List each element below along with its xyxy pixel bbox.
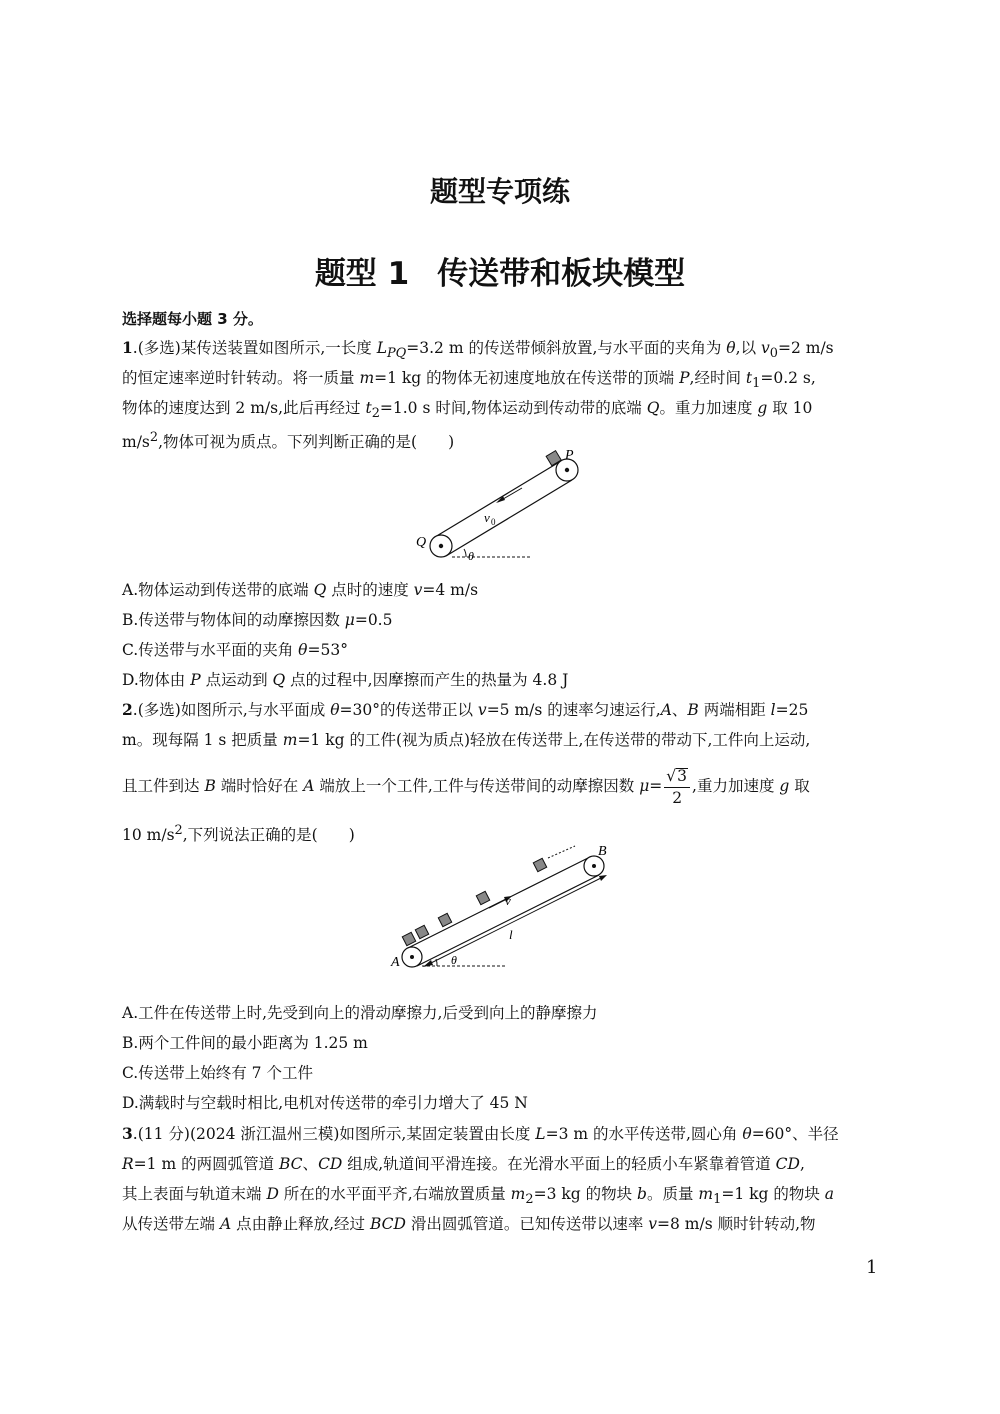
q1-label-v: v <box>484 510 490 525</box>
subscript: 1 <box>752 376 761 392</box>
text: 的恒定速率逆时针转动。将一质量 <box>122 369 360 387</box>
var: θ <box>330 701 340 719</box>
text: =5 m/s 的速率匀速运行, <box>486 701 661 719</box>
q1-label-theta: θ <box>468 549 474 563</box>
text: 所在的水平面平齐,右端放置质量 <box>278 1185 511 1203</box>
var: v <box>413 581 423 599</box>
section-number: 题型 1 <box>314 256 410 292</box>
q2-option-c: C.传送带上始终有 7 个工件 <box>122 1064 313 1082</box>
text: 、 <box>671 701 688 719</box>
text: =1.0 s 时间,物体运动到传动带的底端 <box>379 399 647 417</box>
var: Q <box>646 399 660 417</box>
var: P <box>190 671 201 689</box>
text: m/s <box>122 433 150 452</box>
subscript: 2 <box>525 1192 534 1208</box>
text: =0.5 <box>354 611 393 629</box>
var: l <box>770 701 776 719</box>
text: =8 m/s 顺时针转动,物 <box>657 1215 816 1233</box>
subscript: PQ <box>386 346 407 362</box>
text: 。质量 <box>646 1185 699 1203</box>
text: ,下列说法正确的是( ) <box>182 826 355 845</box>
q2-conveyor-figure <box>385 836 625 976</box>
text: ,经时间 <box>689 369 746 387</box>
text: =4 m/s <box>422 581 479 599</box>
text: =3 m 的水平传送带,圆心角 <box>545 1125 743 1143</box>
q2-label-l: l <box>509 927 513 942</box>
text: 滑出圆弧管道。已知传送带以速率 <box>405 1215 649 1233</box>
var: BCD <box>369 1215 406 1233</box>
var: D <box>266 1185 279 1203</box>
var: L <box>535 1125 546 1143</box>
text: 其上表面与轨道末端 <box>122 1185 267 1203</box>
text: 10 m/s <box>122 826 175 845</box>
text: =1 kg 的工件(视为质点)轻放在传送带上,在传送带的带动下,工件向上运动, <box>297 731 811 749</box>
text: 组成,轨道间平滑连接。在光滑水平面上的轻质小车紧靠着管道 <box>342 1155 776 1173</box>
q1-number: 1 <box>122 338 133 357</box>
subscript: 1 <box>713 1192 722 1208</box>
text: 点由静止释放,经过 <box>231 1215 370 1233</box>
subscript: 2 <box>371 406 380 422</box>
q3-number: 3 <box>122 1124 133 1143</box>
text: ,以 <box>735 339 761 357</box>
var: μ <box>344 611 355 629</box>
text: 端放上一个工件,工件与传送带间的动摩擦因数 <box>314 777 640 795</box>
var: a <box>824 1185 835 1203</box>
var: θ <box>742 1125 752 1143</box>
text: =1 kg 的物体无初速度地放在传送带的顶端 <box>374 369 680 387</box>
var: m <box>359 369 375 387</box>
var: θ <box>726 339 736 357</box>
superscript: 2 <box>149 430 159 445</box>
var: Q <box>272 671 286 689</box>
var: B <box>687 701 699 719</box>
q1-label-Q: Q <box>416 535 427 550</box>
var: t <box>365 399 372 417</box>
text: =3 kg 的物块 <box>533 1185 638 1203</box>
q3-line-4 <box>122 1214 816 1234</box>
q2-line-2 <box>122 730 810 750</box>
q2-option-d: D.满载时与空载时相比,电机对传送带的牵引力增大了 45 N <box>122 1094 528 1112</box>
q1-line-4 <box>122 428 454 452</box>
q1-option-d <box>122 670 568 690</box>
var: A <box>219 1215 232 1233</box>
q1-line-2 <box>122 368 816 394</box>
q2-line-4 <box>122 821 355 845</box>
var: B <box>204 777 216 795</box>
text: =0.2 s, <box>760 369 816 387</box>
text: , <box>799 1155 805 1173</box>
var: CD <box>318 1155 343 1173</box>
q1-option-c <box>122 640 348 660</box>
text: .(11 分)(2024 浙江温州三模)如图所示,某固定装置由长度 <box>132 1125 536 1143</box>
subscript: 0 <box>769 346 778 362</box>
section-title <box>0 248 1000 293</box>
var: v <box>761 339 770 357</box>
scoring-note: 选择题每小题 3 分。 <box>122 310 263 328</box>
q1-conveyor-figure <box>410 440 590 570</box>
q3-line-3 <box>122 1184 834 1210</box>
text: 取 10 <box>767 399 813 417</box>
var: g <box>757 399 768 417</box>
text: 点时的速度 <box>326 581 414 599</box>
q2-label-theta: θ <box>451 953 457 967</box>
text: =25 <box>775 701 809 719</box>
text: B.传送带与物体间的动摩擦因数 <box>122 611 345 629</box>
q2-label-v: v <box>505 893 511 908</box>
q1-line-1 <box>122 338 834 364</box>
text: =60°、半径 <box>751 1125 839 1143</box>
q2-option-b: B.两个工件间的最小距离为 1.25 m <box>122 1034 368 1052</box>
text: 点的过程中,因摩擦而产生的热量为 4.8 J <box>285 671 569 689</box>
fraction-numerator: 3 <box>677 767 688 785</box>
mu-fraction <box>664 768 690 806</box>
text: =3.2 m 的传送带倾斜放置,与水平面的夹角为 <box>406 339 727 357</box>
text: = <box>649 777 663 795</box>
var: v <box>648 1215 658 1233</box>
q3-line-2 <box>122 1154 805 1174</box>
var: Q <box>313 581 327 599</box>
page-number: 1 <box>866 1257 878 1278</box>
q2-label-A: A <box>391 955 400 970</box>
text: 取 <box>789 777 810 795</box>
q1-option-b <box>122 610 392 630</box>
var: A <box>303 777 315 795</box>
q3-line-1 <box>122 1124 839 1144</box>
q2-option-a: A.工件在传送带上时,先受到向上的滑动摩擦力,后受到向上的静摩擦力 <box>122 1004 598 1022</box>
text: =30°的传送带正以 <box>339 701 478 719</box>
page-title: 题型专项练 <box>429 175 570 208</box>
text: .(多选)如图所示,与水平面成 <box>132 701 331 719</box>
q1-label-v-sub: 0 <box>491 517 496 527</box>
q1-label-P: P <box>565 448 574 463</box>
text: C.传送带与水平面的夹角 <box>122 641 299 659</box>
superscript: 2 <box>174 823 183 838</box>
var: θ <box>298 641 308 659</box>
text: ,物体可视为质点。下列判断正确的是( ) <box>158 433 455 452</box>
var: v <box>477 701 487 719</box>
var: CD <box>775 1155 800 1173</box>
text: =2 m/s <box>777 339 834 357</box>
var: P <box>679 369 690 387</box>
text: ,重力加速度 <box>692 777 780 795</box>
text: m。现每隔 1 s 把质量 <box>122 731 283 749</box>
text: 。重力加速度 <box>659 399 758 417</box>
var: m <box>510 1185 526 1203</box>
text: 两端相距 <box>698 701 771 719</box>
var: b <box>637 1185 647 1203</box>
text: A.物体运动到传送带的底端 <box>122 581 314 599</box>
var: μ <box>639 777 650 795</box>
text: 且工件到达 <box>122 777 205 795</box>
var: L <box>376 339 387 357</box>
text: 端时恰好在 <box>215 777 304 795</box>
var: A <box>660 701 672 719</box>
var: R <box>122 1155 134 1173</box>
text: .(多选)某传送装置如图所示,一长度 <box>132 339 377 357</box>
section-name: 传送带和板块模型 <box>437 256 686 292</box>
q2-line-3 <box>122 764 810 808</box>
text: 、 <box>302 1155 319 1173</box>
q1-option-a <box>122 580 478 600</box>
text: =1 kg 的物块 <box>721 1185 825 1203</box>
text: =1 m 的两圆弧管道 <box>133 1155 279 1173</box>
var: t <box>745 369 753 387</box>
q1-line-3 <box>122 398 812 424</box>
var: BC <box>279 1155 303 1173</box>
var: m <box>698 1185 714 1203</box>
text: 物体的速度达到 2 m/s,此后再经过 <box>122 399 366 417</box>
fraction-denominator: 2 <box>672 788 683 807</box>
text: 从传送带左端 <box>122 1215 220 1233</box>
var: g <box>779 777 790 795</box>
sqrt-symbol: √ <box>666 767 677 785</box>
q2-number: 2 <box>122 700 133 719</box>
text: D.物体由 <box>122 671 191 689</box>
text: 点运动到 <box>200 671 273 689</box>
q2-line-1 <box>122 700 808 720</box>
text: =53° <box>307 641 348 659</box>
var: m <box>282 731 298 749</box>
q2-label-B: B <box>598 844 607 859</box>
